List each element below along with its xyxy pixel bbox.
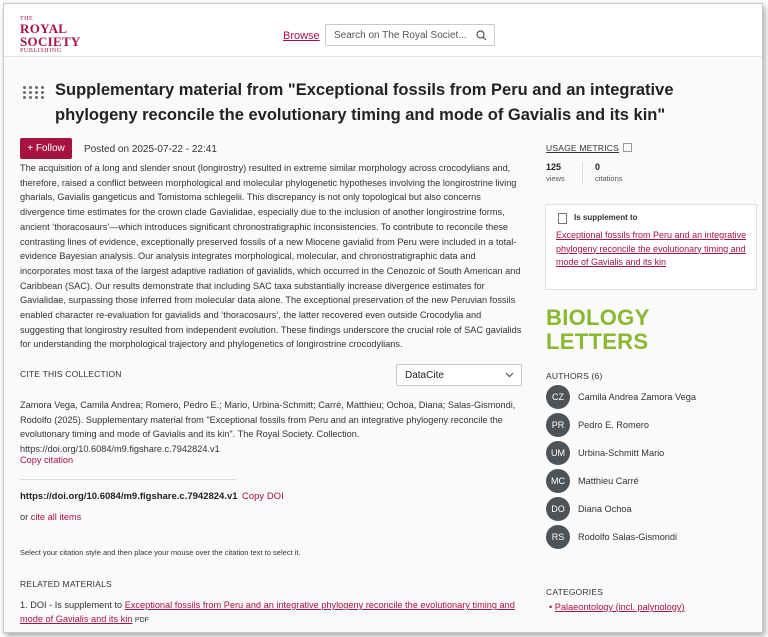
search-placeholder: Search on The Royal Societ...: [334, 30, 467, 41]
search-icon[interactable]: [476, 30, 487, 41]
avatar: PR: [546, 413, 570, 437]
citations-count: 0: [595, 162, 601, 172]
supplement-heading: Is supplement to: [574, 213, 638, 222]
logo-line-publishing: PUBLISHING: [20, 48, 62, 54]
citation-style-select[interactable]: [396, 364, 522, 386]
collection-grid-icon: [23, 86, 43, 102]
cite-all-items-link[interactable]: cite all items: [30, 512, 82, 522]
pdf-badge: PDF: [134, 616, 149, 624]
authors-heading: AUTHORS (6): [546, 371, 603, 381]
page-title: Supplementary material from "Exceptional fossils from Peru and an integrative phylogeny reconcile the evolutionary timing and mode of Gavialis and its kin": [55, 81, 674, 124]
doi-text: https://doi.org/10.6084/m9.figshare.c.7942824.v1: [20, 491, 238, 502]
avatar: RS: [546, 525, 570, 549]
category-item: • Palaeontology (incl. palynology): [549, 602, 685, 612]
page-frame: [3, 3, 763, 633]
citation-hint: Select your citation style and then place your mouse over the citation text to select it.: [20, 548, 301, 557]
author-name: Matthieu Carré: [578, 476, 639, 486]
logo-line-the: THE: [20, 16, 34, 22]
follow-button[interactable]: + Follow: [20, 138, 72, 159]
related-prefix: 1. DOI - Is supplement to: [20, 600, 125, 610]
citation-style-value: DataCite: [405, 370, 444, 381]
royal-society-logo[interactable]: [20, 16, 81, 54]
posted-date: Posted on 2025-07-22 - 22:41: [84, 144, 217, 155]
copy-citation-link[interactable]: Copy citation: [20, 455, 74, 465]
citation-text[interactable]: Zamora Vega, Camila Andrea; Romero, Pedro E.; Mario, Urbina-Schmitt; Carré, Matthieu; Ochoa, Diana; Salas-Gismondi, Rodolfo (2025). Supplementary material from "Exceptional fossils from Peru and an integrative phylogeny reconcile the evolutionary timing and mode of Gavialis and its kin". The Royal Society. Collection. https://doi.org/10.6084/m9.figshare.c.7942824.v1: [20, 400, 516, 454]
copy-doi-link[interactable]: Copy DOI: [242, 491, 284, 502]
logo-line-royal: ROYAL: [20, 21, 68, 36]
cite-all-row: [20, 512, 81, 522]
avatar: CZ: [546, 385, 570, 409]
author-name: Pedro E. Romero: [578, 420, 649, 430]
usage-metrics-link[interactable]: [546, 143, 632, 153]
browse-link[interactable]: Browse: [283, 30, 320, 42]
related-materials-heading: RELATED MATERIALS: [20, 579, 112, 589]
author-name: Urbina-Schmitt Mario: [578, 448, 665, 458]
citations-label: citations: [595, 174, 623, 183]
top-bar: [4, 4, 762, 57]
author-name: Rodolfo Salas-Gismondi: [578, 532, 678, 542]
stat-divider: [582, 162, 583, 184]
views-count: 125: [546, 162, 562, 172]
divider: [20, 479, 236, 480]
or-text: or: [20, 512, 31, 522]
journal-line-1: BIOLOGY: [546, 305, 650, 330]
description-text: The acquisition of a long and slender snout (longirostry) resulted in extreme similar morphology across crocodylians and, therefore, raised a conflict between morphological and molecular phylogenetic hypotheses involving the longirostrine living gharials, Gavialis gangeticus and Tomistoma schlegelii. This discrepancy is not only topological but also concerns divergence time estimates for the crown clade Gavialidae, especially due to the inclusion of another longirostrine forms, ancient ‘thoracosaurs’—which introduces significant chronostratigraphic inconsistencies. To contribute to reconcile these contrasting lines of evidence, exceptionally preserved fossils of a new Miocene gavialid from Peru were included in a total-evidence Bayesian analysis. Our analysis integrates morphological, molecular, and chronostratigraphic data and incorporates most taxa of the largest adaptive radiation of gavialids, which occurred in the Cenozoic of South American and Caribbean (SAC). Our results demonstrate that including SAC taxa substantially increase divergence estimates for Gavialidae, surpassing those inferred from molecular data alone. The exceptional preservation of the new Peruvian fossils enabled character re-evaluation for gavialids and ‘thoracosaurs’, the latter recovered even outside Crocodylia and suggesting that longirostry resulted from independent evolution. These findings underscore the crucial role of SAC gavialids for understanding the morphological trajectory and phylogenetics of longirostrine crocodylians.: [20, 163, 522, 350]
categories-heading: CATEGORIES: [546, 587, 604, 597]
author-name: Diana Ochoa: [578, 504, 632, 514]
avatar: UM: [546, 441, 570, 465]
external-link-icon: [623, 143, 632, 152]
document-icon: [558, 213, 567, 224]
avatar: MC: [546, 469, 570, 493]
cite-heading: CITE THIS COLLECTION: [20, 369, 122, 379]
related-link[interactable]: Exceptional fossils from Peru and an integrative phylogeny reconcile the evolutionary timing and mode of Gavialis and its kin: [20, 600, 515, 624]
supplement-link[interactable]: Exceptional fossils from Peru and an integrative phylogeny reconcile the evolutionary timing and mode of Gavialis and its kin: [556, 230, 747, 267]
usage-metrics-label: USAGE METRICS: [546, 143, 619, 153]
biology-letters-logo[interactable]: [546, 306, 650, 354]
supplement-card: [545, 204, 757, 290]
logo-line-society: SOCIETY: [20, 34, 81, 49]
related-item: [20, 599, 520, 627]
search-input[interactable]: [325, 24, 495, 46]
chevron-down-icon: [505, 370, 514, 379]
journal-line-2: LETTERS: [546, 329, 649, 354]
author-name: Camila Andrea Zamora Vega: [578, 392, 696, 402]
category-link[interactable]: Palaeontology (incl. palynology): [554, 602, 685, 612]
avatar: DO: [546, 497, 570, 521]
views-label: views: [546, 174, 565, 183]
